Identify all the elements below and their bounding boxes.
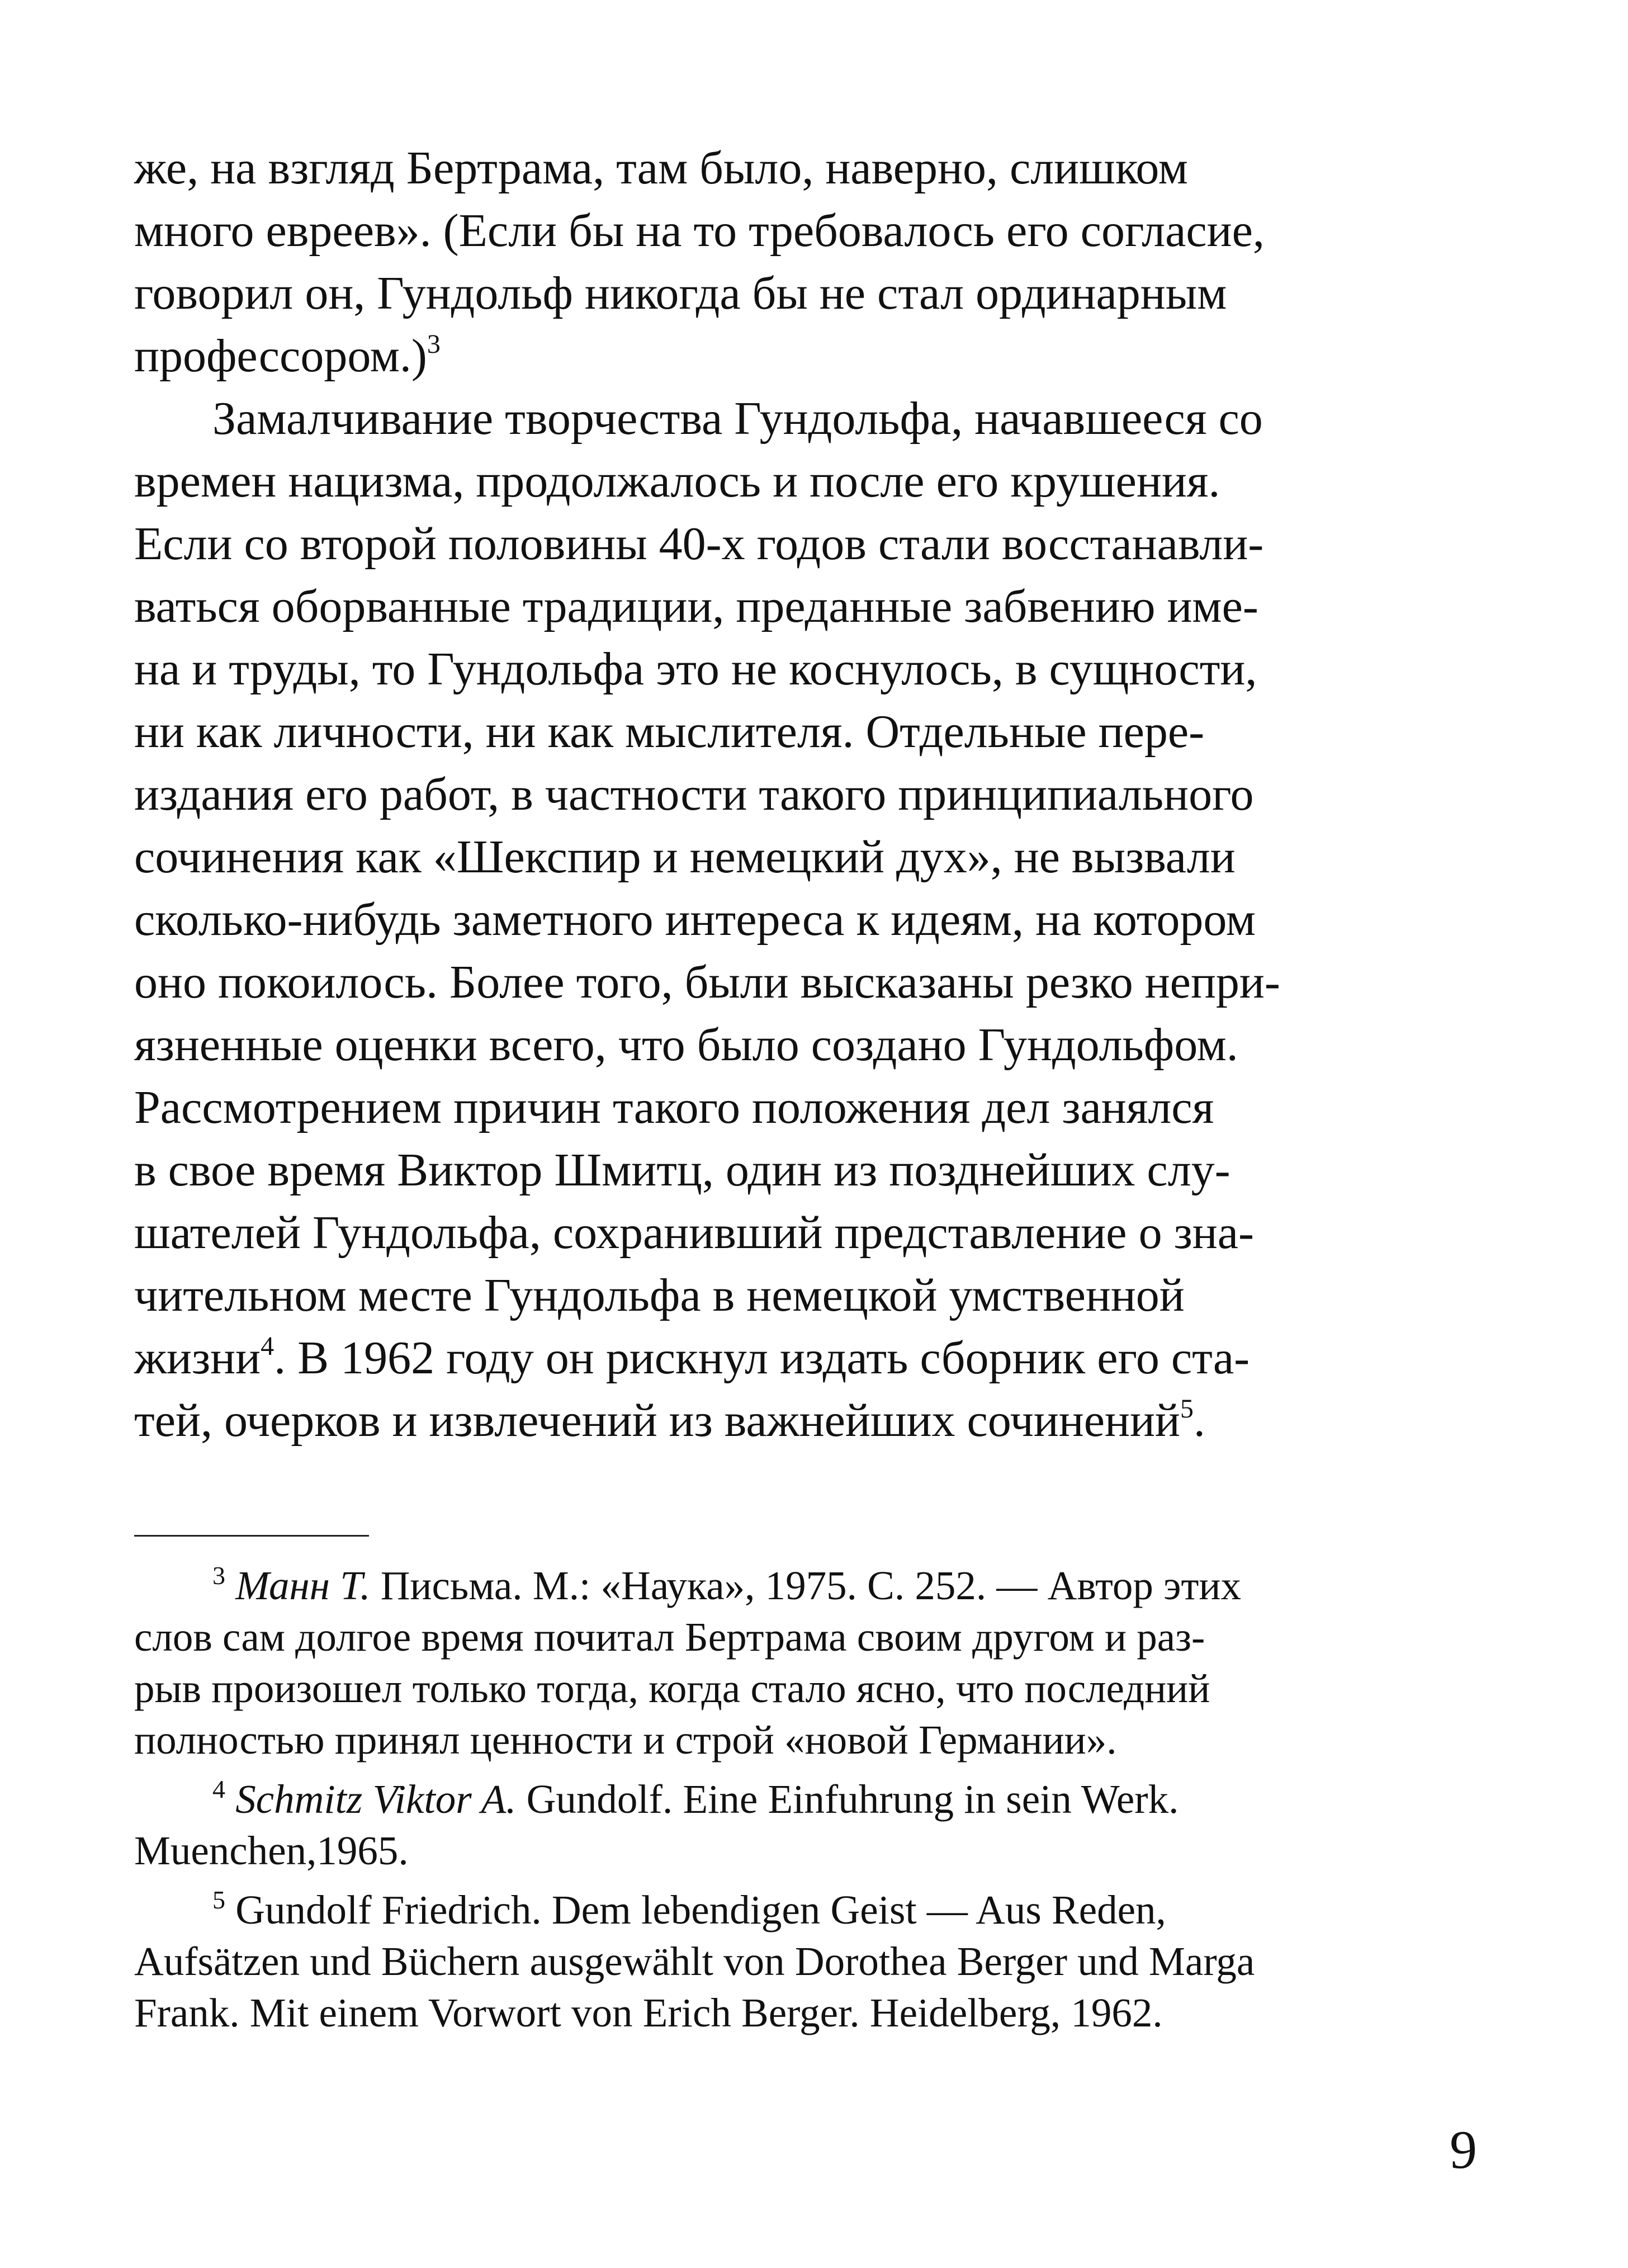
text-line: сочинения как «Шекспир и немецкий дух», не вызвали — [134, 831, 1236, 883]
footnote-line: полностью принял ценности и строй «новой Германии». — [134, 1717, 1117, 1763]
footnote-text: Письма. М.: «Наука», 1975. С. 252. — Автор этих — [370, 1563, 1241, 1608]
footnote-4 — [134, 1774, 1459, 1877]
footnote-3 — [134, 1560, 1459, 1766]
text-fragment: . — [1193, 1395, 1205, 1447]
footnote-gap — [134, 1877, 1459, 1884]
text-line: издания его работ, в частности такого принципиального — [134, 768, 1254, 820]
text-fragment: жизни — [134, 1332, 261, 1384]
footnote-line: Frank. Mit einem Vorwort von Erich Berger. Heidelberg, 1962. — [134, 1990, 1163, 2035]
footnote-line — [134, 1560, 1459, 1612]
footnote-line: Aufsätzen und Büchern ausgewählt von Dorothea Berger und Marga — [134, 1939, 1255, 1984]
main-text — [134, 137, 1459, 1452]
footnote-line — [134, 1774, 1459, 1825]
footnote-ref-3[interactable]: 3 — [427, 329, 441, 359]
text-line: Замалчивание творчества Гундольфа, начавшееся со — [212, 393, 1263, 445]
text-line: говорил он, Гундольф никогда бы не стал ординарным — [134, 267, 1227, 319]
footnote-number: 3 — [212, 1561, 225, 1590]
footnote-number: 5 — [212, 1885, 225, 1914]
text-line: же, на взгляд Бертрама, там было, наверно, слишком — [134, 142, 1188, 194]
footnote-line: рыв произошел только тогда, когда стало ясно, что последний — [134, 1666, 1210, 1711]
text-line: в свое время Виктор Шмитц, один из позднейших слу- — [134, 1144, 1231, 1196]
footnote-text: Gundolf. Eine Einfuhrung in sein Werk. — [516, 1776, 1179, 1822]
text-line: оно покоилось. Более того, были высказаны резко непри- — [134, 956, 1280, 1008]
text-line: шателей Гундольфа, сохранивший представление о зна- — [134, 1207, 1254, 1259]
footnote-text: Gundolf Friedrich. Dem lebendigen Geist — Aus Reden, — [235, 1887, 1166, 1932]
footnote-author: Schmitz Viktor A. — [235, 1776, 517, 1822]
text-line: ни как личности, ни как мыслителя. Отдельные пере- — [134, 706, 1205, 758]
page-number: 9 — [1450, 2120, 1477, 2180]
text-fragment: профессором.) — [134, 330, 427, 382]
footnote-separator — [134, 1535, 369, 1537]
footnotes — [134, 1560, 1459, 2039]
text-line: Рассмотрением причин такого положения дел занялся — [134, 1081, 1214, 1133]
text-line — [134, 1390, 1459, 1452]
footnote-ref-5[interactable]: 5 — [1180, 1394, 1194, 1424]
text-line: сколько-нибудь заметного интереса к идеям, на котором — [134, 894, 1256, 946]
footnote-gap — [134, 1766, 1459, 1774]
footnote-line — [134, 1884, 1459, 1936]
text-line: на и труды, то Гундольфа это не коснулось, в сущности, — [134, 643, 1257, 695]
text-line — [134, 1327, 1459, 1390]
text-line: ваться оборванные традиции, преданные забвению име- — [134, 580, 1258, 632]
footnote-line: Muenchen,1965. — [134, 1828, 409, 1873]
footnote-line: слов сам долгое время почитал Бертрама своим другом и раз- — [134, 1614, 1205, 1660]
footnote-author: Манн Т. — [235, 1563, 371, 1608]
text-line: Если со второй половины 40-х годов стали восстанавли- — [134, 518, 1264, 570]
footnote-ref-4[interactable]: 4 — [261, 1331, 275, 1361]
text-line: чительном месте Гундольфа в немецкой умственной — [134, 1269, 1185, 1321]
text-fragment: . В 1962 году он рискнул издать сборник его ста- — [274, 1332, 1250, 1384]
text-line — [134, 325, 1459, 388]
footnote-5 — [134, 1884, 1459, 2039]
text-fragment: тей, очерков и извлечений из важнейших сочинений — [134, 1395, 1180, 1447]
text-line: язненные оценки всего, что было создано Гундольфом. — [134, 1019, 1238, 1071]
text-line: много евреев». (Если бы на то требовалось его согласие, — [134, 205, 1265, 257]
text-line: времен нацизма, продолжалось и после его крушения. — [134, 455, 1220, 507]
footnote-number: 4 — [212, 1774, 225, 1803]
